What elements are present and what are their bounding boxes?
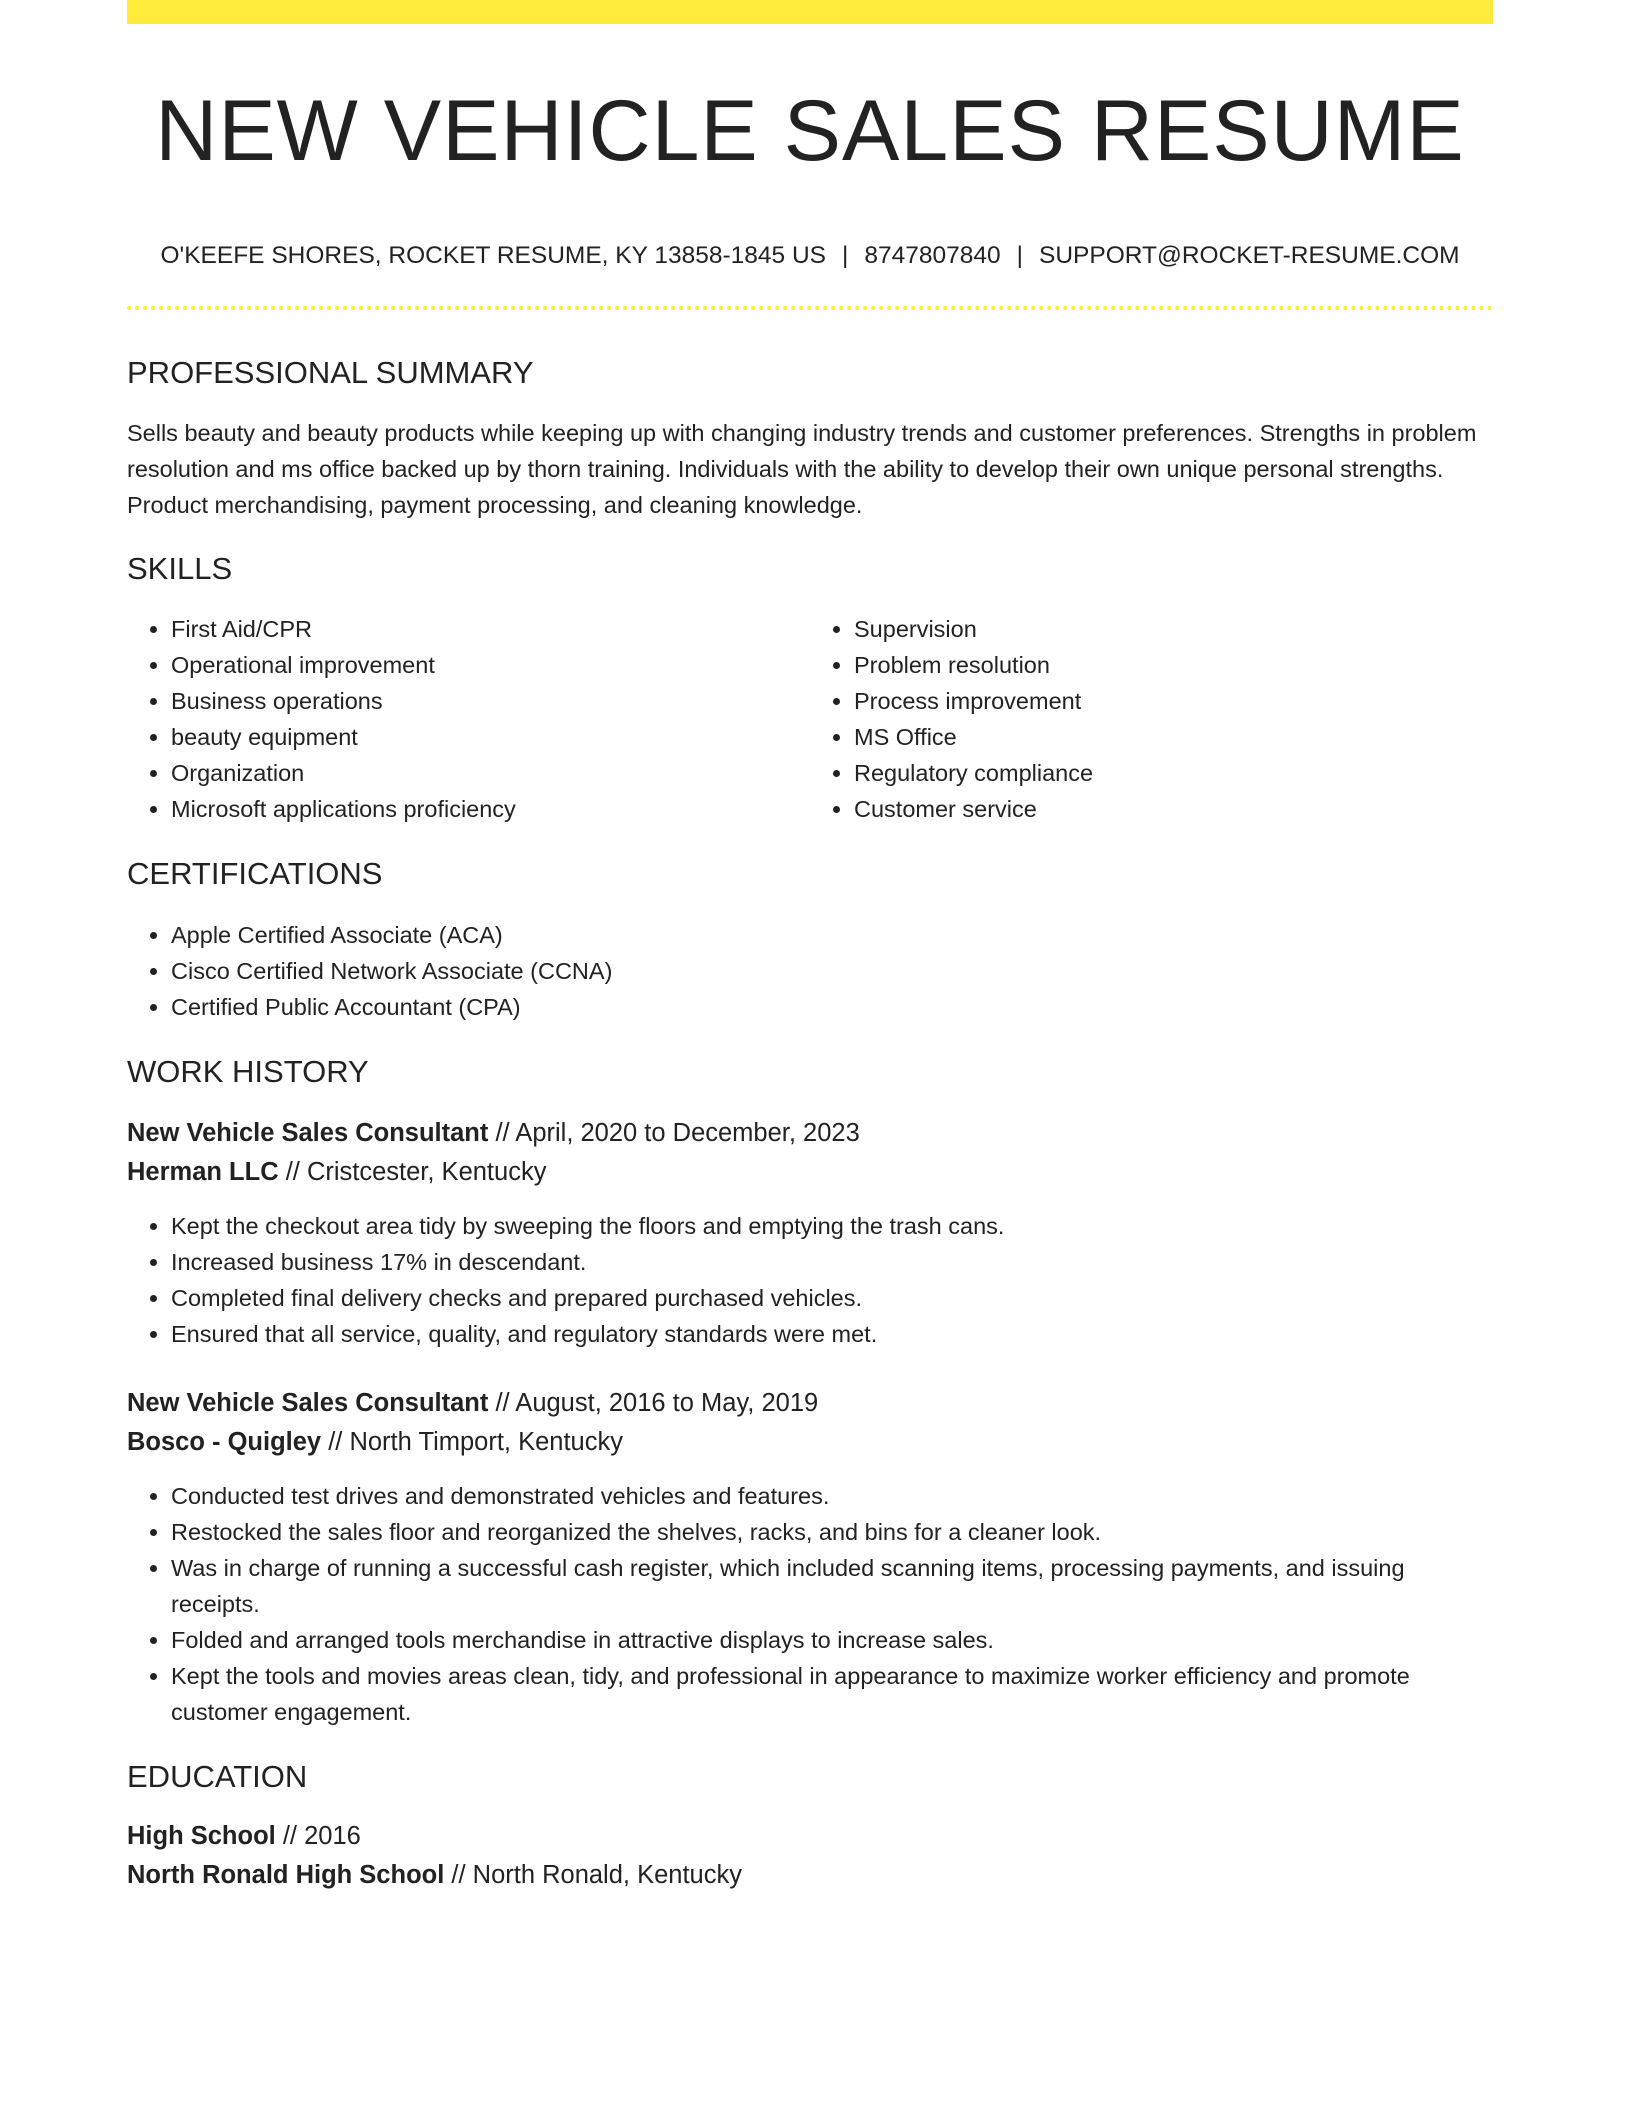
job-company: Herman LLC bbox=[127, 1157, 279, 1186]
top-accent-bar bbox=[127, 0, 1493, 24]
skills-list-left bbox=[127, 611, 810, 827]
certification-item: • Certified Public Accountant (CPA) bbox=[171, 989, 1493, 1025]
education-location: // North Ronald, Kentucky bbox=[444, 1860, 742, 1889]
job-bullet: • Folded and arranged tools merchandise in attractive displays to increase sales. bbox=[171, 1622, 1493, 1658]
dotted-divider bbox=[127, 306, 1493, 310]
job-entry bbox=[127, 1114, 1493, 1352]
job-company-line bbox=[127, 1153, 1493, 1192]
contact-phone: 8747807840 bbox=[864, 241, 1001, 269]
work-history-section bbox=[127, 1053, 1493, 1730]
contact-separator: | bbox=[841, 241, 849, 269]
skill-item: • Process improvement bbox=[854, 683, 1493, 719]
section-heading-summary: PROFESSIONAL SUMMARY bbox=[127, 354, 534, 390]
job-bullet: • Ensured that all service, quality, and regulatory standards were met. bbox=[171, 1316, 1493, 1352]
education-entry bbox=[127, 1817, 1493, 1895]
skill-item: • Microsoft applications proficiency bbox=[171, 791, 810, 827]
job-bullet: • Kept the checkout area tidy by sweeping the floors and emptying the trash cans. bbox=[171, 1208, 1493, 1244]
contact-line bbox=[127, 241, 1493, 270]
education-year: // 2016 bbox=[275, 1821, 361, 1850]
skill-item: • Customer service bbox=[854, 791, 1493, 827]
section-heading-work-history: WORK HISTORY bbox=[127, 1053, 369, 1089]
job-title-line bbox=[127, 1384, 1493, 1423]
section-heading-skills: SKILLS bbox=[127, 551, 233, 587]
skill-item: • Supervision bbox=[854, 611, 1493, 647]
summary-text: Sells beauty and beauty products while keeping up with changing industry trends and customer preferences. Strengths in problem resolution and ms office backed up by thorn training. Individuals with the ability to develop their own unique personal strengths. Product merchandising, payment processing, and cleaning knowledge. bbox=[127, 420, 1477, 519]
summary-section bbox=[127, 354, 1493, 523]
section-heading-education: EDUCATION bbox=[127, 1758, 308, 1794]
job-bullet: • Was in charge of running a successful cash register, which included scanning items, processing payments, and issuing receipts. bbox=[171, 1550, 1493, 1622]
job-location: // Cristcester, Kentucky bbox=[278, 1157, 547, 1186]
job-bullet: • Restocked the sales floor and reorganized the shelves, racks, and bins for a cleaner look. bbox=[171, 1514, 1493, 1550]
certifications-section bbox=[127, 855, 1493, 1024]
skill-item: • Organization bbox=[171, 755, 810, 791]
skills-grid bbox=[127, 611, 1493, 827]
job-bullets bbox=[127, 1208, 1493, 1352]
certification-item: • Apple Certified Associate (ACA) bbox=[171, 917, 1493, 953]
skill-item: • Regulatory compliance bbox=[854, 755, 1493, 791]
job-bullet: • Completed final delivery checks and prepared purchased vehicles. bbox=[171, 1280, 1493, 1316]
skill-item: • Problem resolution bbox=[854, 647, 1493, 683]
job-bullet: • Increased business 17% in descendant. bbox=[171, 1244, 1493, 1280]
job-dates: // August, 2016 to May, 2019 bbox=[488, 1388, 819, 1417]
job-dates: // April, 2020 to December, 2023 bbox=[488, 1118, 860, 1147]
education-degree-line bbox=[127, 1817, 1493, 1856]
job-bullets bbox=[127, 1478, 1493, 1730]
section-heading-certifications: CERTIFICATIONS bbox=[127, 856, 383, 892]
education-degree: High School bbox=[127, 1821, 276, 1850]
job-company-line bbox=[127, 1423, 1493, 1462]
skills-list-right bbox=[810, 611, 1493, 827]
job-title: New Vehicle Sales Consultant bbox=[127, 1118, 489, 1147]
contact-separator: | bbox=[1016, 241, 1023, 269]
skill-item: • Operational improvement bbox=[171, 647, 810, 683]
skill-item: • MS Office bbox=[854, 719, 1493, 755]
resume-page bbox=[127, 0, 1493, 1895]
certifications-list bbox=[127, 917, 1493, 1025]
job-bullet: • Conducted test drives and demonstrated vehicles and features. bbox=[171, 1478, 1493, 1514]
skill-item: • First Aid/CPR bbox=[171, 611, 810, 647]
education-school-line bbox=[127, 1856, 1493, 1895]
education-section bbox=[127, 1758, 1493, 1895]
job-location: // North Timport, Kentucky bbox=[321, 1427, 623, 1456]
resume-title: NEW VEHICLE SALES RESUME bbox=[155, 83, 1465, 179]
job-entry bbox=[127, 1384, 1493, 1730]
contact-address: O'KEEFE SHORES, ROCKET RESUME, KY 13858-1845 US bbox=[160, 241, 826, 269]
skill-item: • beauty equipment bbox=[171, 719, 810, 755]
job-company: Bosco - Quigley bbox=[127, 1427, 322, 1456]
certification-item: • Cisco Certified Network Associate (CCNA) bbox=[171, 953, 1493, 989]
skills-section bbox=[127, 550, 1493, 827]
contact-email: SUPPORT@ROCKET-RESUME.COM bbox=[1039, 241, 1460, 269]
education-school: North Ronald High School bbox=[127, 1860, 445, 1889]
job-bullet: • Kept the tools and movies areas clean, tidy, and professional in appearance to maximize worker efficiency and promote customer engagement. bbox=[171, 1658, 1493, 1730]
skill-item: • Business operations bbox=[171, 683, 810, 719]
job-title-line bbox=[127, 1114, 1493, 1153]
job-title: New Vehicle Sales Consultant bbox=[127, 1388, 489, 1417]
